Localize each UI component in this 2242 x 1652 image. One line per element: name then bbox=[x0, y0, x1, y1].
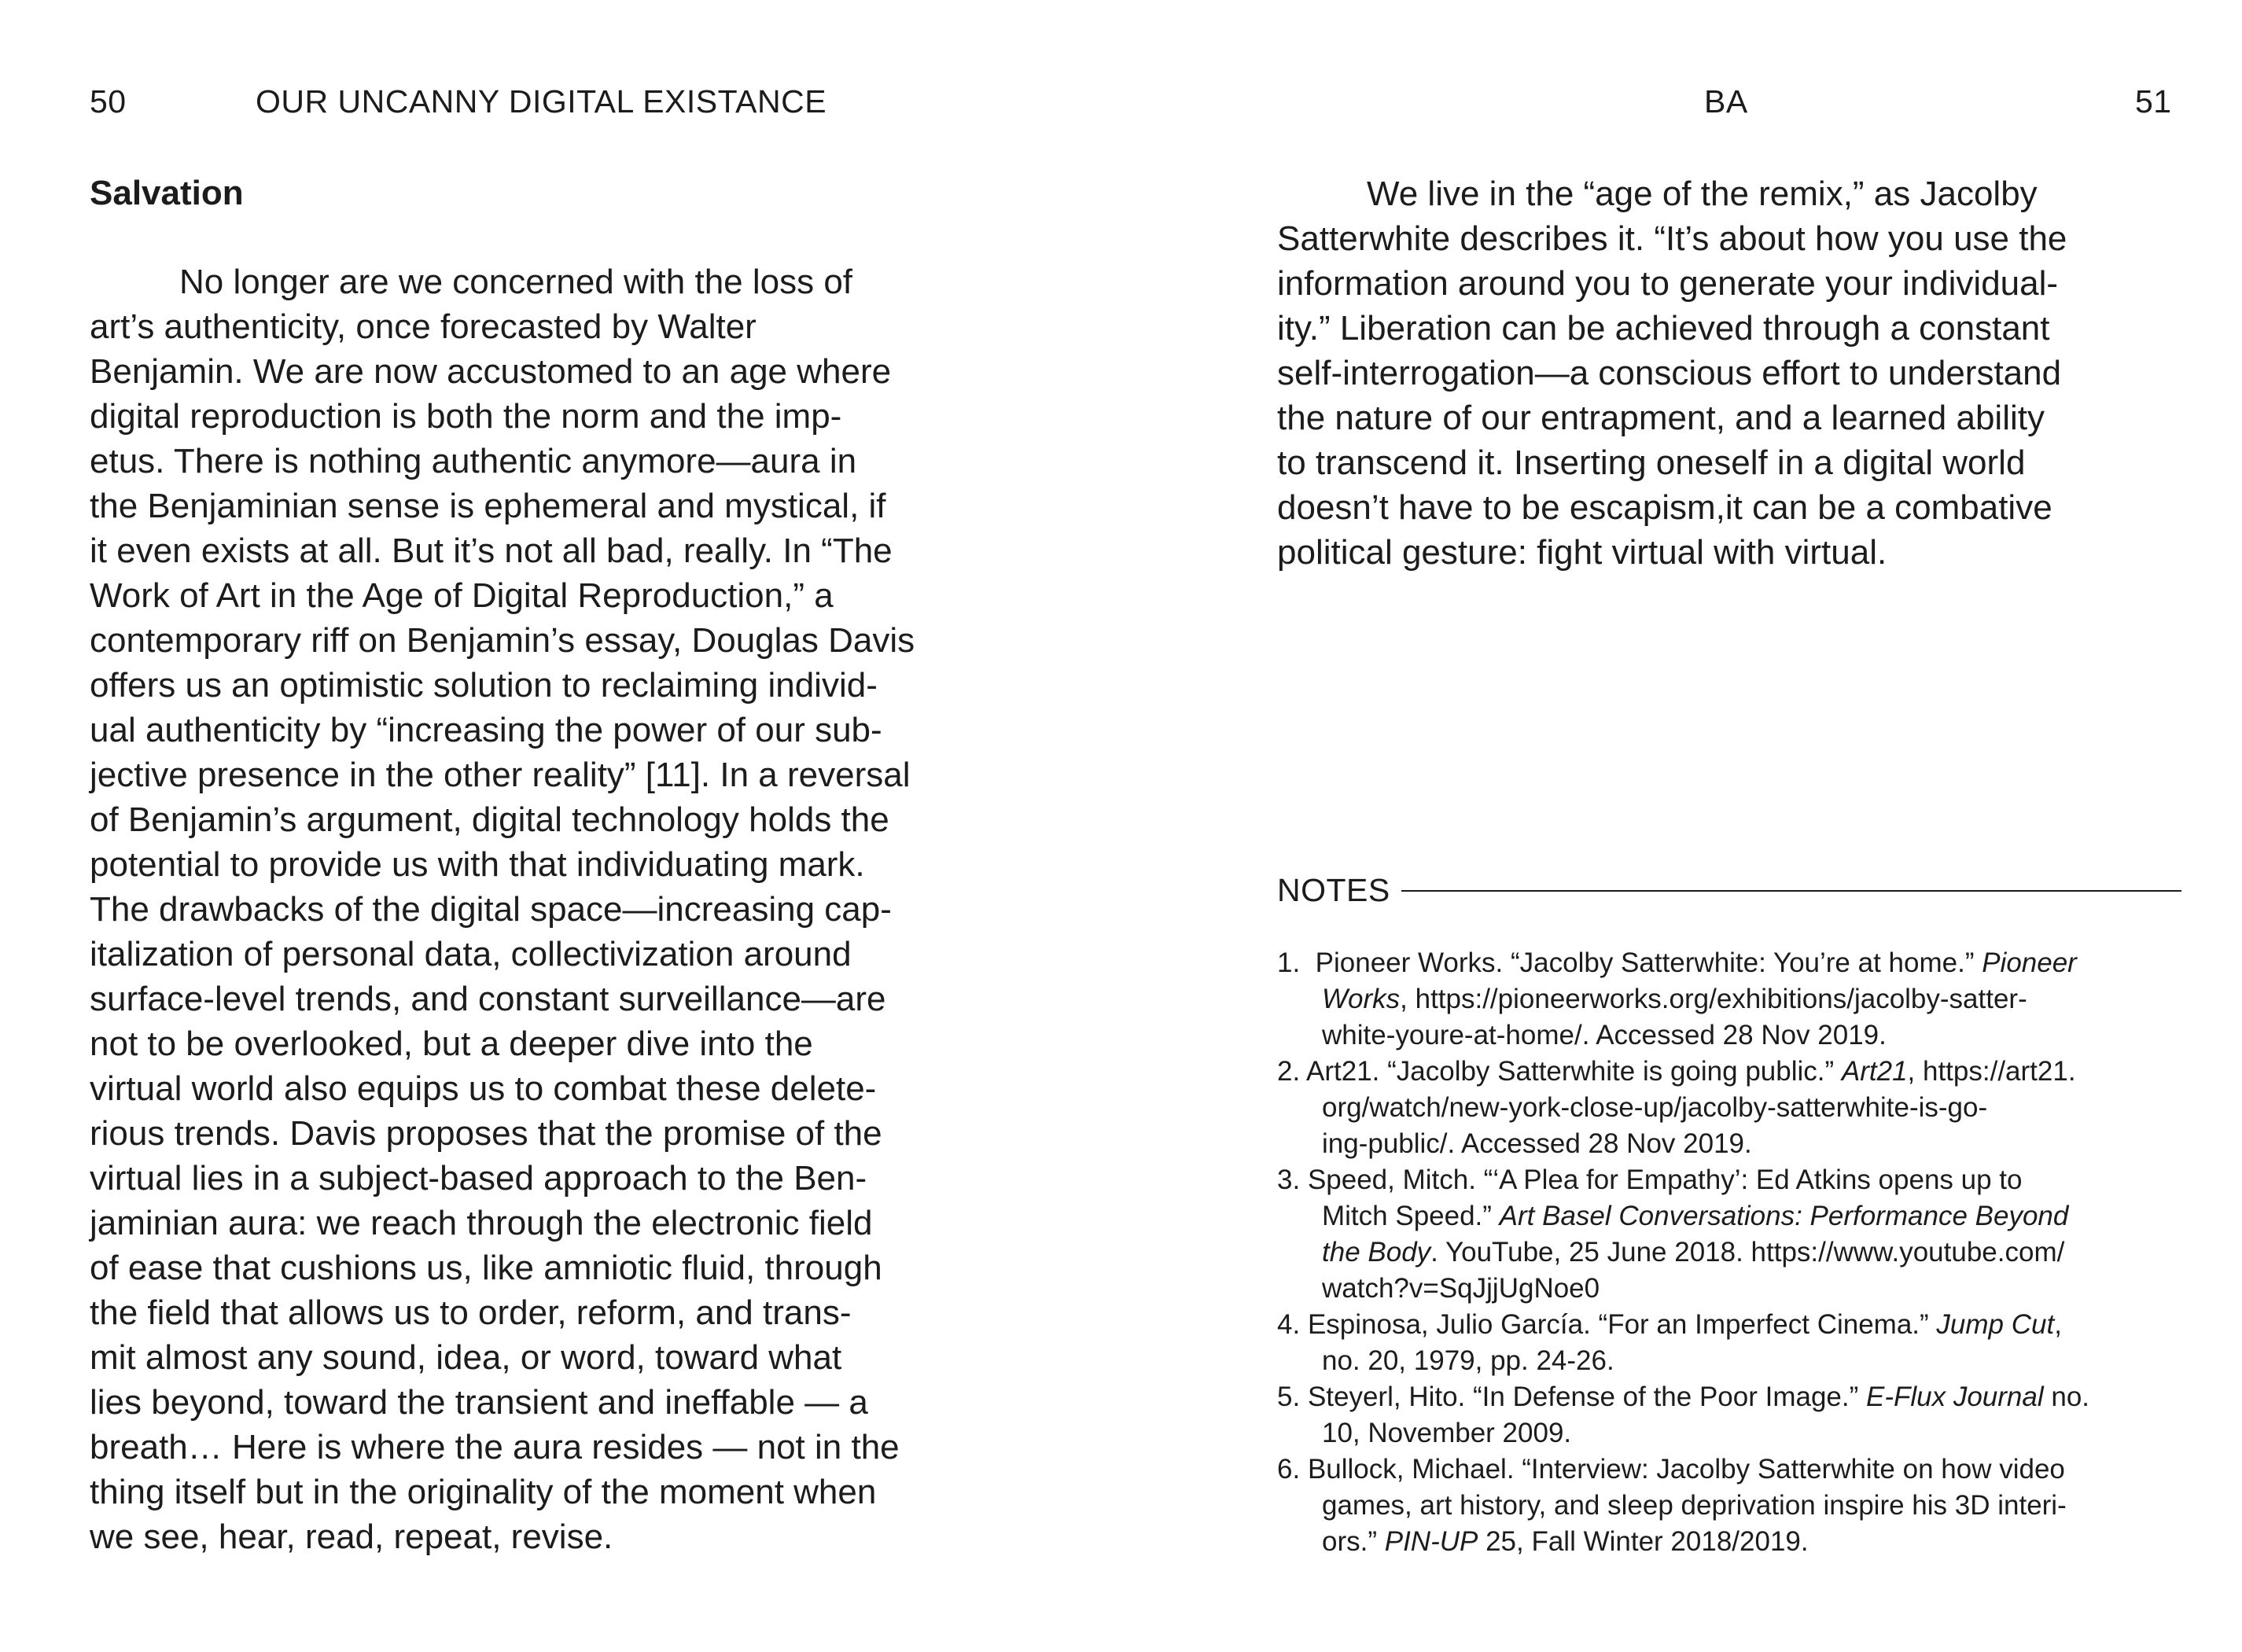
salvation-paragraph bbox=[90, 259, 994, 1559]
notes-label: NOTES bbox=[1277, 872, 1390, 908]
body-line: information around you to generate your individual- bbox=[1277, 264, 2059, 303]
note-text: Speed, Mitch. “‘A Plea for Empathy’: Ed Atkins opens up to bbox=[1307, 1164, 2023, 1195]
body-line: Satterwhite describes it. “It’s about how you use the bbox=[1277, 219, 2067, 258]
note-source-title: Jump Cut bbox=[1936, 1309, 2055, 1340]
note-line: no. 20, 1979, pp. 24-26. bbox=[1322, 1345, 1614, 1376]
body-line: virtual lies in a subject-based approach to the Ben- bbox=[90, 1159, 867, 1198]
note-line bbox=[1277, 1379, 2197, 1415]
note-number: 4. bbox=[1277, 1309, 1301, 1340]
note-source-title: PIN-UP bbox=[1384, 1526, 1478, 1557]
body-line: the field that allows us to order, reform, and trans- bbox=[90, 1293, 852, 1332]
note-line bbox=[1277, 1524, 2197, 1560]
note-number: 2. bbox=[1277, 1056, 1301, 1087]
note-text: no. bbox=[2043, 1382, 2090, 1412]
body-line: lies beyond, toward the transient and ineffable — a bbox=[90, 1383, 868, 1422]
note-source-title: Art Basel Conversations: Performance Beyond bbox=[1499, 1201, 2069, 1231]
note-text: , bbox=[2054, 1309, 2062, 1340]
body-line: jective presence in the other reality” [11]. In a reversal bbox=[90, 756, 911, 794]
note-source-title: the Body bbox=[1322, 1237, 1431, 1268]
note-text: Espinosa, Julio García. “For an Imperfect Cinema.” bbox=[1307, 1309, 1937, 1340]
remix-paragraph bbox=[1277, 171, 2181, 575]
body-line: of Benjamin’s argument, digital technology holds the bbox=[90, 800, 889, 839]
body-line: Work of Art in the Age of Digital Reproduction,” a bbox=[90, 576, 834, 615]
body-line: it even exists at all. But it’s not all bad, really. In “The bbox=[90, 532, 893, 570]
body-line: ual authenticity by “increasing the power of our sub- bbox=[90, 711, 882, 749]
note-line bbox=[1277, 981, 2197, 1017]
section-heading: Salvation bbox=[90, 174, 244, 212]
note-line bbox=[1277, 945, 2197, 981]
body-line: surface-level trends, and constant surveillance—are bbox=[90, 980, 886, 1018]
body-line: The drawbacks of the digital space—increasing cap- bbox=[90, 890, 892, 929]
note-line: watch?v=SqJjjUgNoe0 bbox=[1322, 1273, 1600, 1304]
note-line bbox=[1277, 1234, 2197, 1271]
notes-list bbox=[1277, 945, 2197, 1560]
right-page-number: 51 bbox=[2135, 83, 2172, 120]
note-text: Pioneer Works. “Jacolby Satterwhite: You’re at home.” bbox=[1315, 947, 1982, 978]
body-line: thing itself but in the originality of the moment when bbox=[90, 1473, 877, 1511]
left-running-title: OUR UNCANNY DIGITAL EXISTANCE bbox=[256, 83, 827, 120]
note-source-title: E-Flux Journal bbox=[1866, 1382, 2044, 1412]
note-line: games, art history, and sleep deprivation inspire his 3D interi- bbox=[1322, 1490, 2067, 1521]
body-line: art’s authenticity, once forecasted by Walter bbox=[90, 307, 757, 346]
note-number: 5. bbox=[1277, 1382, 1301, 1412]
body-line: political gesture: fight virtual with virtual. bbox=[1277, 533, 1887, 572]
body-line: jaminian aura: we reach through the electronic field bbox=[90, 1204, 873, 1242]
note-text: 25, Fall Winter 2018/2019. bbox=[1478, 1526, 1809, 1557]
note-text: , https://art21. bbox=[1907, 1056, 2076, 1087]
note-line: org/watch/new-york-close-up/jacolby-satterwhite-is-go- bbox=[1322, 1092, 1988, 1123]
note-line bbox=[1277, 1451, 2197, 1488]
body-line: of ease that cushions us, like amniotic fluid, through bbox=[90, 1249, 882, 1287]
body-line: ity.” Liberation can be achieved through a constant bbox=[1277, 309, 2050, 348]
body-line: Benjamin. We are now accustomed to an age where bbox=[90, 352, 892, 391]
body-line: mit almost any sound, idea, or word, toward what bbox=[90, 1338, 842, 1377]
body-line: potential to provide us with that individuating mark. bbox=[90, 845, 865, 884]
body-line: virtual world also equips us to combat these delete- bbox=[90, 1069, 877, 1108]
notes-header bbox=[1277, 868, 2181, 912]
body-line: offers us an optimistic solution to reclaiming individ- bbox=[90, 666, 878, 705]
note-text: . YouTube, 25 June 2018. https://www.youtube.com/ bbox=[1430, 1237, 2065, 1268]
note-line bbox=[1277, 1054, 2197, 1090]
note-line: ing-public/. Accessed 28 Nov 2019. bbox=[1322, 1128, 1752, 1159]
notes-divider bbox=[1401, 890, 2181, 892]
note-line: 10, November 2009. bbox=[1322, 1418, 1572, 1448]
body-line: etus. There is nothing authentic anymore—aura in bbox=[90, 442, 857, 480]
note-line bbox=[1277, 1198, 2197, 1234]
note-number: 3. bbox=[1277, 1164, 1301, 1195]
note-source-title: Works bbox=[1322, 984, 1401, 1014]
note-source-title: Art21 bbox=[1841, 1056, 1908, 1087]
note-item bbox=[1277, 1379, 2197, 1451]
note-number: 1. bbox=[1277, 947, 1301, 978]
note-line bbox=[1277, 1162, 2197, 1198]
note-item bbox=[1277, 1054, 2197, 1162]
body-line: the Benjaminian sense is ephemeral and mystical, if bbox=[90, 487, 886, 525]
note-line: white-youre-at-home/. Accessed 28 Nov 2019. bbox=[1322, 1020, 1887, 1050]
left-page-number: 50 bbox=[90, 83, 127, 120]
body-line: digital reproduction is both the norm and the imp- bbox=[90, 397, 842, 436]
note-item bbox=[1277, 1451, 2197, 1560]
note-text: Bullock, Michael. “Interview: Jacolby Satterwhite on how video bbox=[1307, 1454, 2065, 1485]
right-running-title: BA bbox=[1704, 83, 1748, 120]
note-item bbox=[1277, 945, 2197, 1054]
note-text: Mitch Speed.” bbox=[1322, 1201, 1500, 1231]
body-line: we see, hear, read, repeat, revise. bbox=[90, 1518, 613, 1556]
note-item bbox=[1277, 1162, 2197, 1307]
body-line: breath… Here is where the aura resides — not in the bbox=[90, 1428, 900, 1466]
note-number: 6. bbox=[1277, 1454, 1301, 1485]
body-line: We live in the “age of the remix,” as Jacolby bbox=[1367, 175, 2038, 213]
body-line: rious trends. Davis proposes that the promise of the bbox=[90, 1114, 882, 1153]
right-page bbox=[1121, 0, 2242, 1652]
body-line: not to be overlooked, but a deeper dive into the bbox=[90, 1025, 813, 1063]
note-text: ors.” bbox=[1322, 1526, 1385, 1557]
note-text: , https://pioneerworks.org/exhibitions/jacolby-satter- bbox=[1400, 984, 2027, 1014]
note-text: Steyerl, Hito. “In Defense of the Poor Image.” bbox=[1307, 1382, 1866, 1412]
body-line: to transcend it. Inserting oneself in a digital world bbox=[1277, 443, 2026, 482]
body-line: contemporary riff on Benjamin’s essay, Douglas Davis bbox=[90, 621, 915, 660]
body-line: self-interrogation—a conscious effort to understand bbox=[1277, 354, 2062, 392]
body-line: the nature of our entrapment, and a learned ability bbox=[1277, 399, 2045, 437]
body-line: No longer are we concerned with the loss of bbox=[179, 263, 853, 301]
body-line: italization of personal data, collectivization around bbox=[90, 935, 852, 973]
note-text: Art21. “Jacolby Satterwhite is going public.” bbox=[1306, 1056, 1842, 1087]
note-line bbox=[1277, 1307, 2197, 1343]
note-item bbox=[1277, 1307, 2197, 1379]
body-line: doesn’t have to be escapism,it can be a combative bbox=[1277, 488, 2052, 527]
note-source-title: Pioneer bbox=[1982, 947, 2077, 978]
